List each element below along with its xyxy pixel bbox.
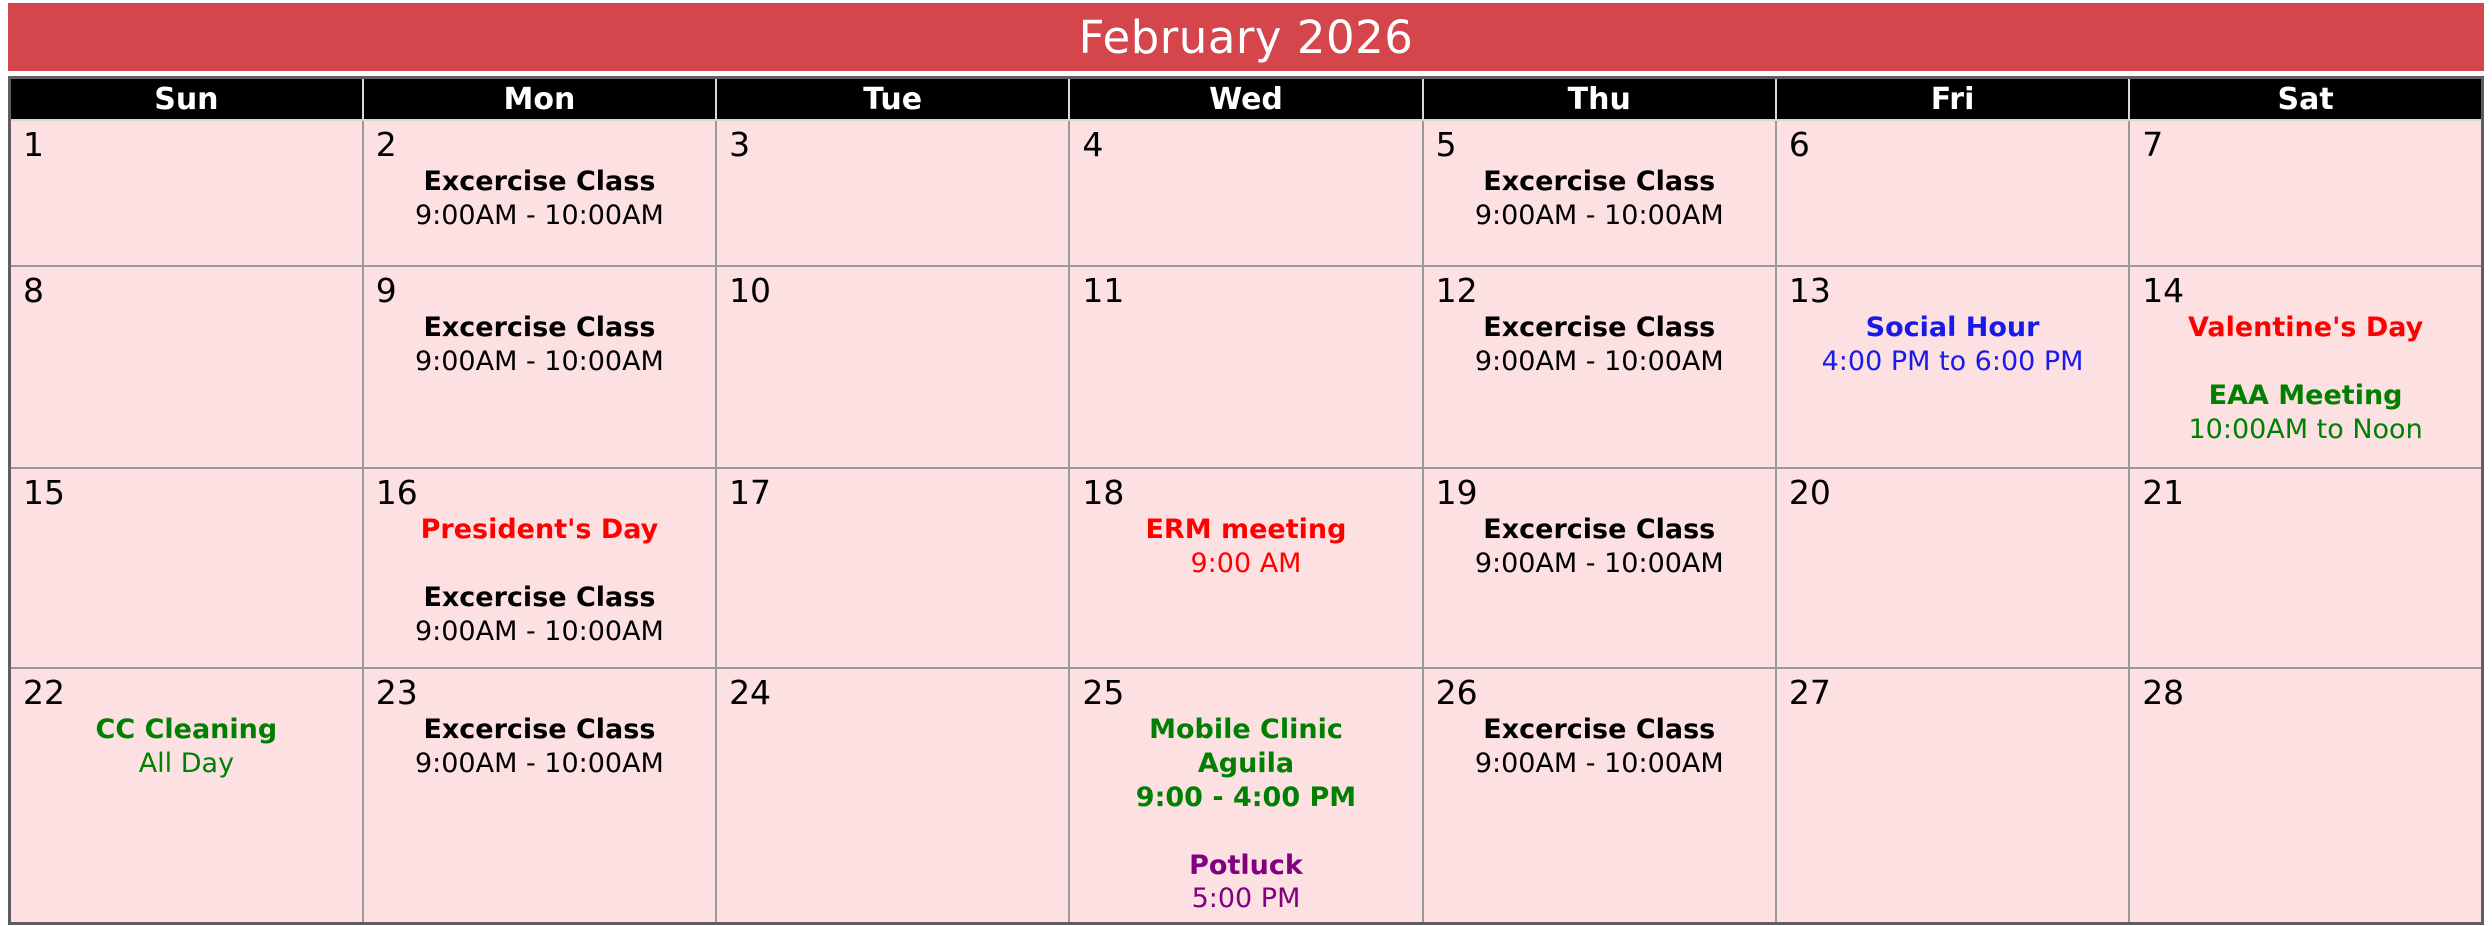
day-cell-10	[716, 266, 1069, 468]
event-title: Excercise Class	[423, 582, 656, 614]
day-events	[1424, 165, 1775, 233]
event-title: Excercise Class	[1483, 714, 1716, 746]
day-events	[364, 165, 715, 233]
event-time: 9:00AM - 10:00AM	[414, 615, 664, 647]
calendar-week-row	[10, 266, 2483, 468]
day-events	[1424, 513, 1775, 581]
day-cell-7	[2129, 120, 2482, 266]
calendar-week-row	[10, 668, 2483, 924]
weekday-header-sat: Sat	[2129, 78, 2482, 121]
day-number: 9	[375, 271, 397, 310]
event-title: EAA Meeting	[2208, 380, 2403, 412]
day-cell-2	[363, 120, 716, 266]
event-title: Valentine's Day	[2187, 312, 2424, 344]
event	[2130, 379, 2481, 447]
weekday-header-wed: Wed	[1069, 78, 1422, 121]
event	[1070, 513, 1421, 581]
event	[1424, 165, 1775, 233]
event-time: 4:00 PM to 6:00 PM	[1821, 346, 2084, 378]
day-events	[11, 713, 362, 781]
event	[1777, 311, 2128, 379]
day-cell-9	[363, 266, 716, 468]
weekday-header-fri: Fri	[1776, 78, 2129, 121]
calendar-body	[10, 120, 2483, 924]
day-events	[1070, 713, 1421, 916]
day-events	[364, 513, 715, 648]
day-cell-1	[10, 120, 363, 266]
event-time: 9:00AM - 10:00AM	[414, 748, 664, 780]
day-number: 27	[1788, 673, 1831, 712]
weekday-header-sun: Sun	[10, 78, 363, 121]
day-number: 18	[1082, 473, 1125, 512]
event-time: 10:00AM to Noon	[2188, 413, 2423, 445]
event-title: CC Cleaning	[95, 714, 278, 746]
weekday-header-thu: Thu	[1423, 78, 1776, 121]
event	[364, 713, 715, 781]
day-number: 4	[1082, 125, 1104, 164]
day-events	[1424, 311, 1775, 379]
event	[364, 311, 715, 379]
day-cell-3	[716, 120, 1069, 266]
day-number: 19	[1435, 473, 1478, 512]
day-events	[2130, 311, 2481, 446]
day-number: 21	[2142, 473, 2185, 512]
day-number: 23	[375, 673, 418, 712]
day-number: 20	[1788, 473, 1831, 512]
day-cell-28	[2129, 668, 2482, 924]
day-cell-6	[1776, 120, 2129, 266]
event-title: Aguila	[1197, 748, 1295, 780]
event	[364, 581, 715, 649]
day-number: 5	[1435, 125, 1457, 164]
day-cell-24	[716, 668, 1069, 924]
day-cell-4	[1069, 120, 1422, 266]
day-cell-22	[10, 668, 363, 924]
event-title: Excercise Class	[423, 166, 656, 198]
day-number: 11	[1082, 271, 1125, 310]
event	[1070, 713, 1421, 814]
event-title: ERM meeting	[1145, 514, 1347, 546]
event-title: President's Day	[420, 514, 659, 546]
weekday-header-mon: Mon	[363, 78, 716, 121]
calendar-table	[8, 76, 2484, 925]
day-cell-19	[1423, 468, 1776, 668]
weekday-header-tue: Tue	[716, 78, 1069, 121]
event	[11, 713, 362, 781]
event-time: 9:00AM - 10:00AM	[1474, 548, 1724, 580]
day-cell-17	[716, 468, 1069, 668]
event-time: 9:00AM - 10:00AM	[1474, 346, 1724, 378]
day-number: 22	[23, 673, 65, 712]
day-cell-5	[1423, 120, 1776, 266]
day-number: 26	[1435, 673, 1478, 712]
day-events	[364, 311, 715, 379]
event-time: All Day	[138, 748, 235, 780]
day-cell-12	[1423, 266, 1776, 468]
event-time: 5:00 PM	[1191, 883, 1301, 915]
day-number: 15	[23, 473, 65, 512]
event	[364, 513, 715, 547]
day-number: 28	[2142, 673, 2185, 712]
day-number: 24	[729, 673, 772, 712]
calendar-week-row	[10, 468, 2483, 668]
event-time: 9:00AM - 10:00AM	[1474, 200, 1724, 232]
event-title: Excercise Class	[1483, 166, 1716, 198]
event-title: Excercise Class	[423, 714, 656, 746]
event	[364, 165, 715, 233]
event-title: Social Hour	[1865, 312, 2040, 344]
event-time: 9:00 AM	[1190, 548, 1302, 580]
weekday-header-row	[10, 78, 2483, 121]
day-number: 12	[1435, 271, 1478, 310]
day-events	[364, 713, 715, 781]
event-title: Excercise Class	[423, 312, 656, 344]
event	[1424, 513, 1775, 581]
event-title: Potluck	[1189, 849, 1303, 881]
day-cell-20	[1776, 468, 2129, 668]
day-cell-21	[2129, 468, 2482, 668]
event-title: 9:00 - 4:00 PM	[1135, 781, 1357, 813]
day-number: 3	[729, 125, 751, 164]
day-number: 1	[23, 125, 44, 164]
day-cell-23	[363, 668, 716, 924]
day-cell-18	[1069, 468, 1422, 668]
day-cell-25	[1069, 668, 1422, 924]
event-title: Mobile Clinic	[1149, 714, 1343, 746]
event	[2130, 311, 2481, 345]
day-cell-26	[1423, 668, 1776, 924]
day-events	[1777, 311, 2128, 379]
day-cell-14	[2129, 266, 2482, 468]
day-number: 6	[1788, 125, 1810, 164]
day-number: 13	[1788, 271, 1831, 310]
event-time: 9:00AM - 10:00AM	[414, 346, 664, 378]
day-number: 16	[375, 473, 418, 512]
day-cell-11	[1069, 266, 1422, 468]
event	[1424, 311, 1775, 379]
event-title: Excercise Class	[1483, 514, 1716, 546]
event	[1070, 849, 1421, 917]
event-time: 9:00AM - 10:00AM	[1474, 748, 1724, 780]
day-cell-8	[10, 266, 363, 468]
event-title: Excercise Class	[1483, 312, 1716, 344]
day-number: 10	[729, 271, 772, 310]
day-number: 7	[2142, 125, 2164, 164]
day-cell-15	[10, 468, 363, 668]
day-cell-27	[1776, 668, 2129, 924]
day-number: 2	[375, 125, 397, 164]
day-number: 25	[1082, 673, 1125, 712]
day-number: 14	[2142, 271, 2185, 310]
day-events	[1424, 713, 1775, 781]
calendar-month-title: February 2026	[1078, 10, 1414, 64]
event	[1424, 713, 1775, 781]
day-cell-16	[363, 468, 716, 668]
event-time: 9:00AM - 10:00AM	[414, 200, 664, 232]
day-number: 8	[23, 271, 44, 310]
day-cell-13	[1776, 266, 2129, 468]
calendar-week-row	[10, 120, 2483, 266]
day-events	[1070, 513, 1421, 581]
day-number: 17	[729, 473, 772, 512]
title-bar	[8, 3, 2484, 71]
